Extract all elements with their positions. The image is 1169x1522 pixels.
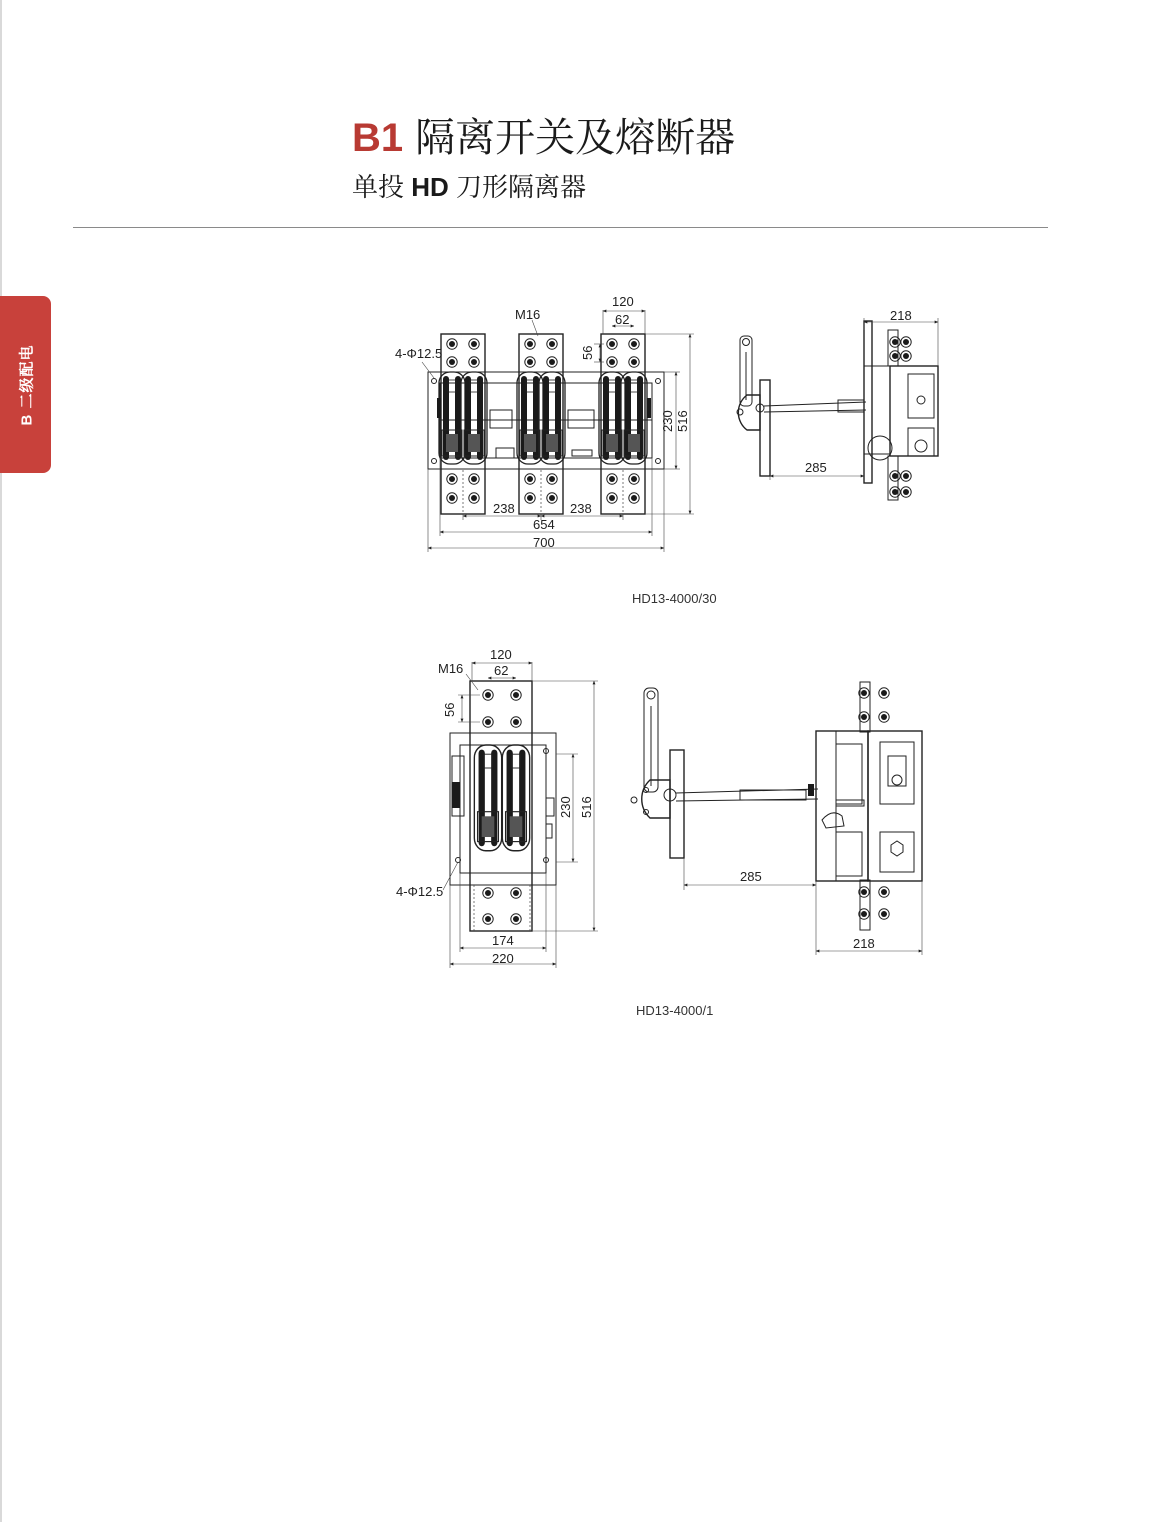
fig1-dim-654: 654 <box>533 517 555 532</box>
side-tab-label: B 二级配电 <box>18 343 35 426</box>
fig2-dim-230: 230 <box>558 796 573 818</box>
fig2-dim-516: 516 <box>579 796 594 818</box>
fig2-front-view <box>450 681 556 931</box>
fig1-side-dimensions <box>770 308 938 480</box>
fig2-label-holes: 4-Φ12.5 <box>396 884 444 899</box>
fig1-dim-516: 516 <box>675 410 690 432</box>
subtitle-prefix: 单投 <box>352 172 405 202</box>
fig1-dim-700: 700 <box>533 535 555 550</box>
title-text: 隔离开关及熔断器 <box>415 116 736 160</box>
subtitle-suffix: 刀形隔离器 <box>456 172 587 202</box>
fig1-front-view <box>428 334 664 514</box>
fig2-dim-120: 120 <box>490 647 512 662</box>
fig1-dim-56: 56 <box>580 345 595 360</box>
fig2-dim-56: 56 <box>442 702 457 717</box>
fig2-caption: HD13-4000/1 <box>636 1003 714 1018</box>
fig1-dim-238-right: 238 <box>570 501 592 516</box>
fig2-dim-218: 218 <box>853 936 875 951</box>
fig2-side-dimensions <box>684 858 922 955</box>
fig2-dim-174: 174 <box>492 933 514 948</box>
fig1-caption: HD13-4000/30 <box>632 591 717 606</box>
subtitle-bold: HD <box>411 172 449 202</box>
fig1-dim-230: 230 <box>660 410 675 432</box>
fig1-label-holes: 4-Φ12.5 <box>395 346 443 361</box>
fig2-label-m16: M16 <box>438 661 464 676</box>
fig1-dim-120: 120 <box>612 294 634 309</box>
fig2-dim-62: 62 <box>494 663 509 678</box>
fig1-side-view <box>737 321 938 500</box>
fig1-dim-285: 285 <box>805 460 827 475</box>
fig1-blades <box>439 372 647 464</box>
fig1-dim-218: 218 <box>890 308 912 323</box>
fig1-label-m16: M16 <box>515 307 541 322</box>
fig2-side-view <box>631 682 922 930</box>
section-code: B1 <box>352 116 404 160</box>
fig2-dim-220: 220 <box>492 951 514 966</box>
fig1-dim-238-left: 238 <box>493 501 515 516</box>
fig2-dim-285: 285 <box>740 869 762 884</box>
fig1-dim-62: 62 <box>615 312 630 327</box>
